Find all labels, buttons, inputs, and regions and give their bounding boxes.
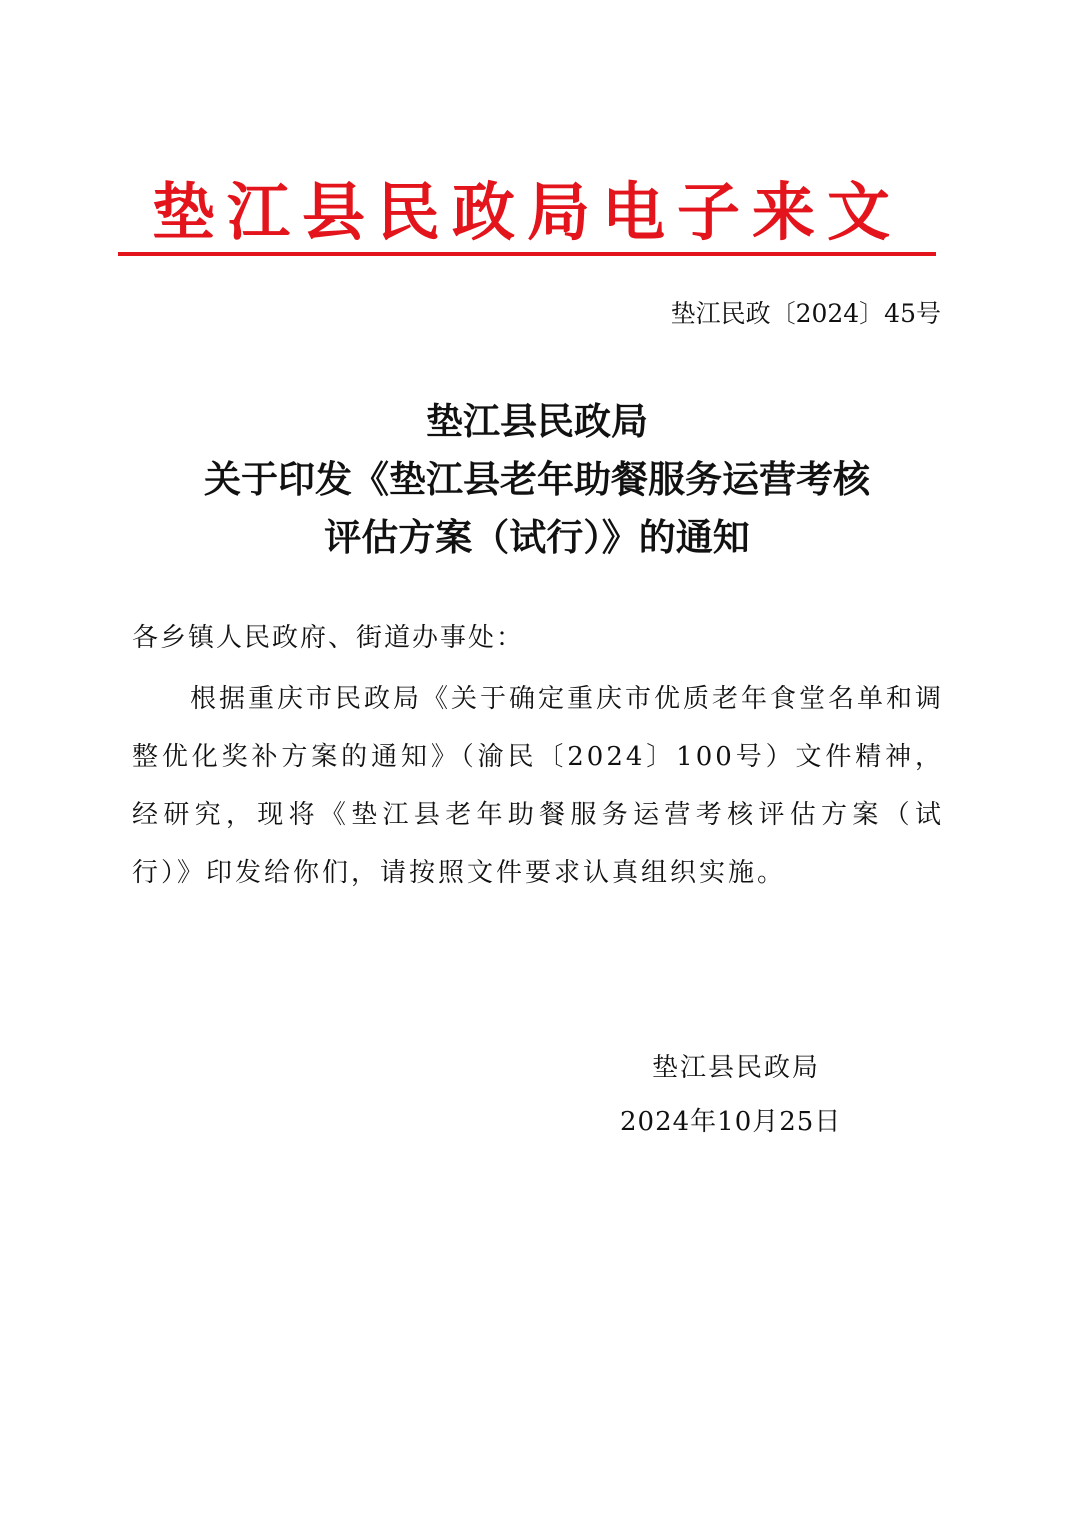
red-header-rule — [118, 252, 936, 256]
document-title-line: 垫江县民政局 — [426, 399, 648, 443]
signature-date: 2024年10月25日 — [620, 1107, 842, 1137]
signature-org: 垫江县民政局 — [652, 1053, 821, 1083]
document-number: 垫江民政〔2024〕45号 — [670, 299, 941, 328]
document-title-line: 关于印发《垫江县老年助餐服务运营考核 — [204, 457, 870, 501]
red-header-title: 垫江县民政局电子来文 — [152, 175, 902, 249]
document-title — [0, 392, 1074, 566]
addressee: 各乡镇人民政府、街道办事处： — [132, 623, 525, 653]
body-paragraph: 根据重庆市民政局《关于确定重庆市优质老年食堂名单和调整优化奖补方案的通知》（渝民〔2024〕100号）文件精神，经研究，现将《垫江县老年助餐服务运营考核评估方案（试行）》印发给你们，请按照文件要求认真组织实施。 — [132, 684, 945, 888]
document-title-line: 评估方案（试行）》的通知 — [324, 515, 750, 559]
